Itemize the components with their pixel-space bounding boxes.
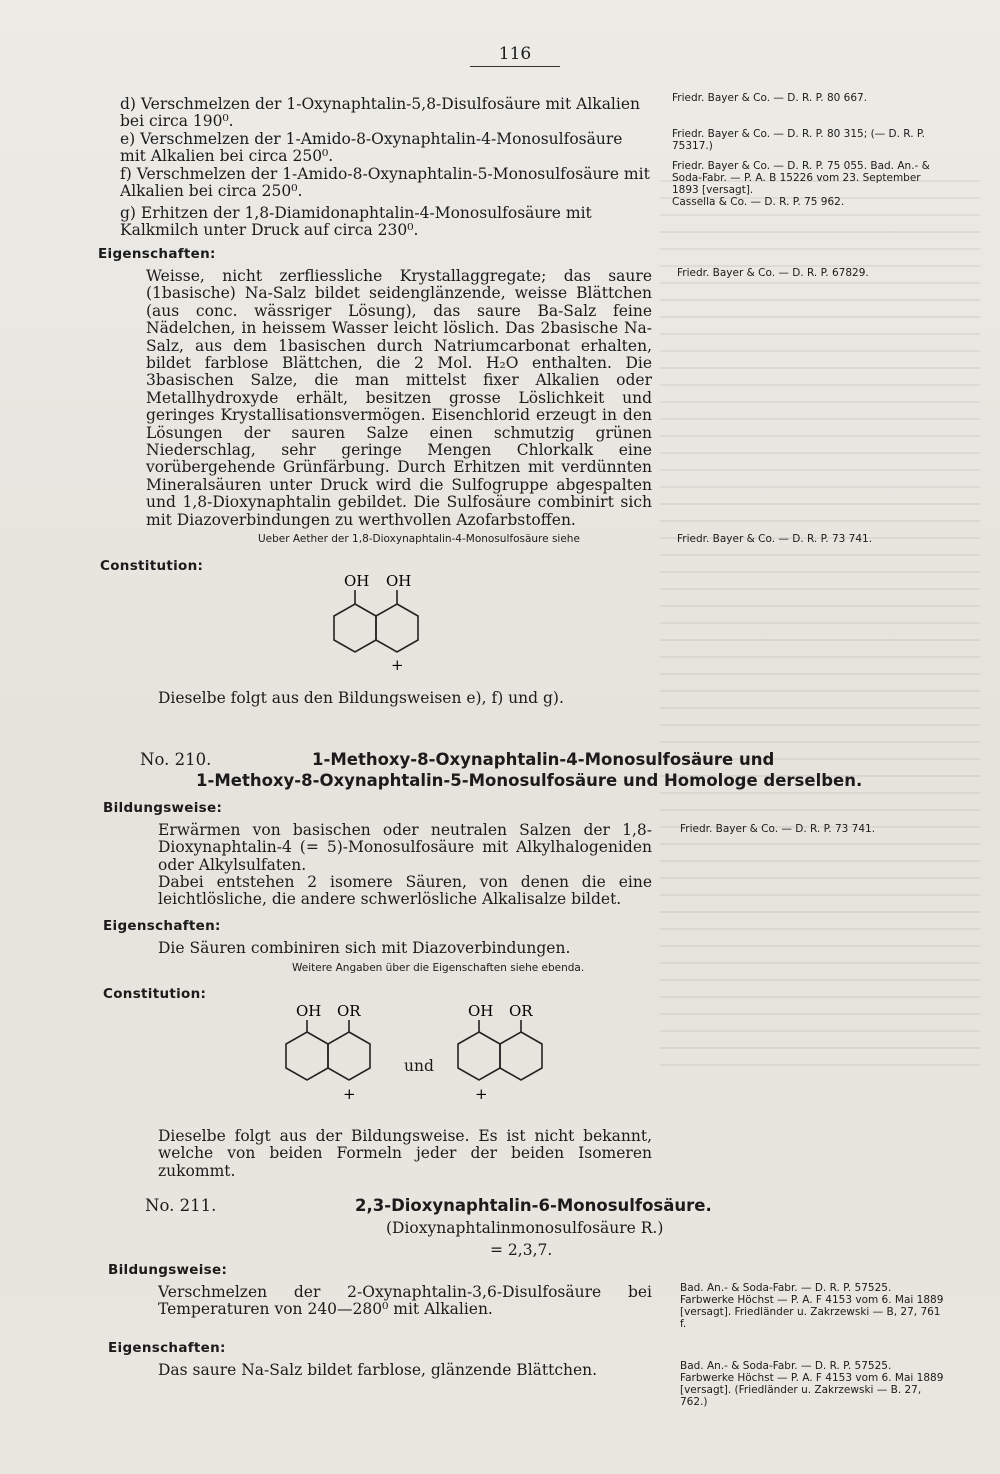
bleed-through-texture bbox=[660, 180, 980, 1080]
structure-b-label-top-right: OR bbox=[509, 1002, 533, 1020]
entry-210-bildung-text: Erwärmen von basischen oder neutralen Salzen der 1,8-Dioxynaphtalin-4 (= 5)-Monosulfosäure mit Alkylhalogeniden oder Alkylsulfaten. bbox=[158, 821, 652, 874]
item-e: e) Verschmelzen der 1-Amido-8-Oxynaphtalin-4-Monosulfosäure mit Alkalien bei circa 250⁰. bbox=[120, 130, 623, 166]
ref-e: Friedr. Bayer & Co. — D. R. P. 80 315; (— D. R. P. 75317.) bbox=[672, 128, 925, 152]
entry-211-title-1: 2,3-Dioxynaphtalin-6-Monosulfosäure. bbox=[355, 1196, 712, 1215]
entry-211-props-heading: Eigenschaften: bbox=[108, 1340, 226, 1356]
entry-210-constitution-heading: Constitution: bbox=[103, 986, 207, 1002]
entry-211-bildung-text: Verschmelzen der 2-Oxynaphtalin-3,6-Disulfosäure bei Temperaturen von 240—280⁰ mit Alkalien. bbox=[158, 1283, 652, 1319]
structure-label-top-left: OH bbox=[344, 572, 370, 590]
naphthalene-structure-a bbox=[270, 998, 410, 1122]
ref-f: Friedr. Bayer & Co. — D. R. P. 75 055. Bad. An.- & Soda-Fabr. — P. A. B 15226 vom 23. September 1893 [versagt]. bbox=[672, 160, 930, 196]
eigenschaften-text: Weisse, nicht zerfliessliche Krystallaggregate; das saure (1basische) Na-Salz bildet seidenglänzende, weisse Blättchen (aus conc. wässriger Lösung), das saure Ba-Salz feine Nädelchen, in heissem Wasser leicht löslich. Das 2basische Na-Salz, aus dem 1basischen durch Natriumcarbonat erhalten, bildet farblose Blättchen, die 2 Mol. H₂O enthalten. Die 3basischen Salze, die man mittelst fixer Alkalien oder Metallhydroxyde erhält, besitzen grosse Löslichkeit und geringes Krystallisationsvermögen. Eisenchlorid erzeugt in den Lösungen der sauren Salze einen schmutzig grünen Niederschlag, sehr geringe Mengen Chlorkalk eine vorübergehende Grünfärbung. Durch Erhitzen mit verdünnten Mineralsäuren unter Druck wird die Sulfogruppe abgespalten und 1,8-Dioxynaphtalin gebildet. Die Sulfosäure combinirt sich mit Diazoverbindungen zu werthvollen Azofarbstoffen. bbox=[146, 267, 652, 529]
naphthalene-structure-b bbox=[442, 998, 582, 1122]
entry-211-title-2: (Dioxynaphtalinmonosulfosäure R.) bbox=[386, 1219, 664, 1237]
structure-a-label-bottom: + bbox=[343, 1085, 356, 1103]
structure-b-label-top-left: OH bbox=[468, 1002, 494, 1020]
constitution-heading: Constitution: bbox=[100, 558, 204, 574]
entry-210-props-note: Weitere Angaben über die Eigenschaften siehe ebenda. bbox=[292, 962, 585, 974]
eigenschaften-heading: Eigenschaften: bbox=[98, 246, 216, 262]
entry-211-title-3: = 2,3,7. bbox=[490, 1241, 553, 1259]
entry-210-title-1: 1-Methoxy-8-Oxynaphtalin-4-Monosulfosäure und bbox=[312, 750, 775, 769]
entry-210-title-2: 1-Methoxy-8-Oxynaphtalin-5-Monosulfosäure und Homologe derselben. bbox=[196, 771, 863, 790]
page-number-rule bbox=[470, 66, 560, 67]
item-d: d) Verschmelzen der 1-Oxynaphtalin-5,8-Disulfosäure mit Alkalien bei circa 190⁰. bbox=[120, 95, 640, 131]
structure-b-label-bottom: + bbox=[475, 1085, 488, 1103]
structure-join: und bbox=[404, 1057, 434, 1075]
constitution-text: Dieselbe folgt aus den Bildungsweisen e), f) und g). bbox=[158, 689, 564, 707]
entry-211-bildung-heading: Bildungsweise: bbox=[108, 1262, 228, 1278]
entry-211-number: No. 211. bbox=[145, 1196, 217, 1215]
naphthalene-structure bbox=[310, 566, 450, 696]
ref-g: Cassella & Co. — D. R. P. 75 962. bbox=[672, 196, 845, 208]
aether-note: Ueber Aether der 1,8-Dioxynaphtalin-4-Monosulfosäure siehe bbox=[258, 533, 580, 545]
entry-210-constitution-text: Dieselbe folgt aus der Bildungsweise. Es ist nicht bekannt, welche von beiden Formeln jeder der beiden Isomeren zukommt. bbox=[158, 1127, 652, 1180]
entry-210-props-text: Die Säuren combiniren sich mit Diazoverbindungen. bbox=[158, 939, 571, 957]
entry-210-props-heading: Eigenschaften: bbox=[103, 918, 221, 934]
entry-210-number: No. 210. bbox=[140, 750, 212, 769]
item-g: g) Erhitzen der 1,8-Diamidonaphtalin-4-Monosulfosäure mit Kalkmilch unter Druck auf circa 230⁰. bbox=[120, 204, 592, 240]
entry-211-props-text: Das saure Na-Salz bildet farblose, glänzende Blättchen. bbox=[158, 1361, 598, 1379]
entry-211-props-ref: Bad. An.- & Soda-Fabr. — D. R. P. 57525. Farbwerke Höchst — P. A. F 4153 vom 6. Mai 1889 [versagt]. (Friedländer u. Zakrzewski — B. 27, 762.) bbox=[680, 1360, 944, 1408]
entry-210-bildung-heading: Bildungsweise: bbox=[103, 800, 223, 816]
structure-label-top-right: OH bbox=[386, 572, 412, 590]
structure-a-label-top-left: OH bbox=[296, 1002, 322, 1020]
item-f: f) Verschmelzen der 1-Amido-8-Oxynaphtalin-5-Monosulfosäure mit Alkalien bei circa 250⁰. bbox=[120, 165, 650, 201]
entry-210-bildung-text-2: Dabei entstehen 2 isomere Säuren, von denen die eine leichtlösliche, die andere schwerlösliche Alkalisalze bildet. bbox=[158, 873, 652, 909]
eigenschaften-ref: Friedr. Bayer & Co. — D. R. P. 67829. bbox=[677, 267, 869, 279]
structure-a-label-top-right: OR bbox=[337, 1002, 361, 1020]
ref-d: Friedr. Bayer & Co. — D. R. P. 80 667. bbox=[672, 92, 868, 104]
page-number: 116 bbox=[498, 44, 532, 64]
structure-label-bottom: + bbox=[391, 656, 404, 674]
entry-210-bildung-ref: Friedr. Bayer & Co. — D. R. P. 73 741. bbox=[680, 823, 876, 835]
entry-211-bildung-ref: Bad. An.- & Soda-Fabr. — D. R. P. 57525. Farbwerke Höchst — P. A. F 4153 vom 6. Mai 1889 [versagt]. Friedländer u. Zakrzewski — B, 27, 761 f. bbox=[680, 1282, 944, 1330]
aether-ref: Friedr. Bayer & Co. — D. R. P. 73 741. bbox=[677, 533, 873, 545]
